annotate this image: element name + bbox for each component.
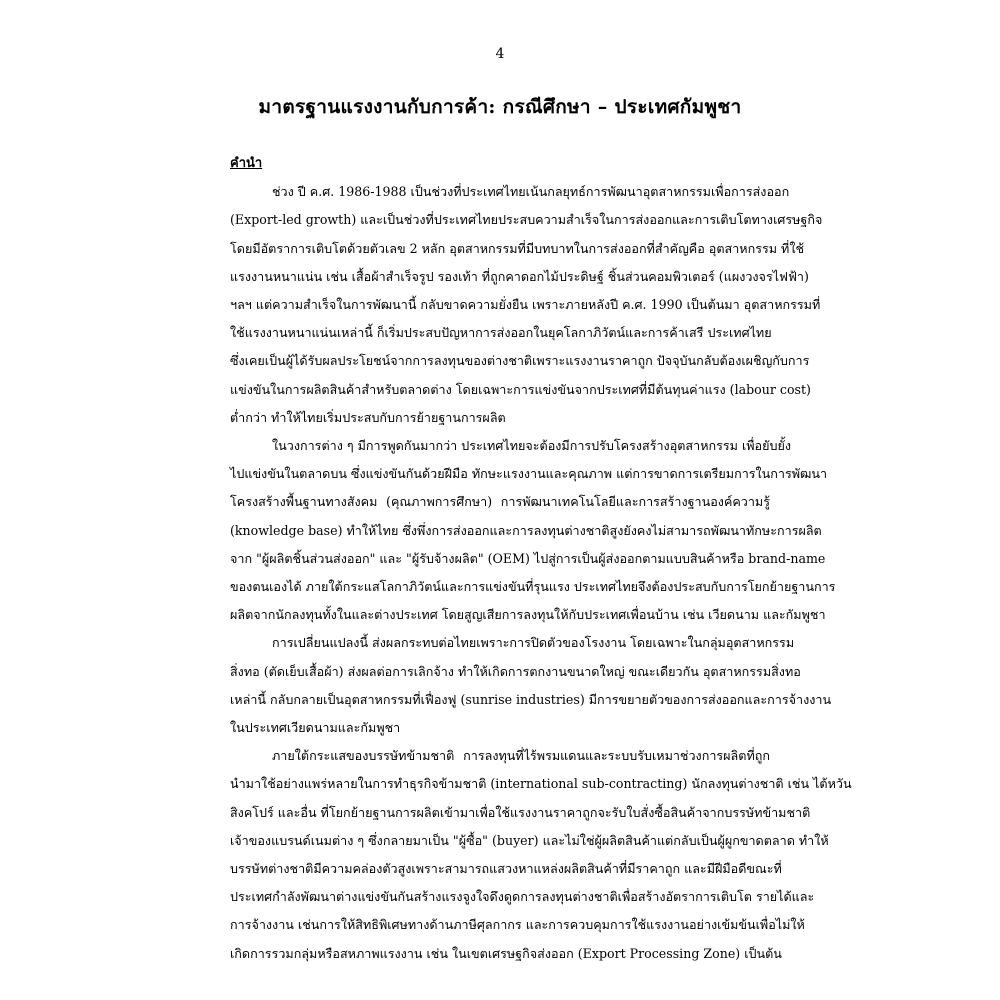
paragraph-line: ในประเทศเวียดนามและกัมพูชา: [230, 720, 401, 736]
paragraph-line: แรงงานหนาแน่น เช่น เสื้อผ้าสำเร็จรูป รองเท้า ที่ถูกคาดอกไม้ประดิษฐ์ ชิ้นส่วนคอมพิวเตอร์ (แผงวงจรไฟฟ้า): [230, 268, 809, 284]
paragraph-line: สิ่งทอ (ตัดเย็บเสื้อผ้า) ส่งผลต่อการเลิกจ้าง ทำให้เกิดการตกงานขนาดใหญ่ ขณะเดียวกัน อุตสาหกรรมสิ่งทอ: [230, 663, 801, 679]
paragraph-line: สิงคโปร์ และอื่น ที่โยกย้ายฐานการผลิตเข้ามาเพื่อใช้แรงงานราคาถูกจะรับใบสั่งซื้อสินค้าจากบรรษัทข้ามชาติ: [230, 804, 811, 820]
paragraph-line: ผลิตจากนักลงทุนทั้งในและต่างประเทศ โดยสูญเสียการลงทุนให้กับประเทศเพื่อนบ้าน เช่น เวียดนาม และกัมพูชา: [230, 607, 826, 623]
paragraph-line: การเปลี่ยนแปลงนี้ ส่งผลกระทบต่อไทยเพราะการปิดตัวของโรงงาน โดยเฉพาะในกลุ่มอุตสาหกรรม: [272, 635, 795, 651]
paragraph-line: ใช้แรงงานหนาแน่นเหล่านี้ ก็เริ่มประสบปัญหาการส่งออกในยุคโลกาภิวัตน์และการค้าเสรี ประเทศไทย: [230, 325, 772, 341]
paragraph-line: การจ้างงาน เช่นการให้สิทธิพิเศษทางด้านภาษีศุลกากร และการควบคุมการใช้แรงงานอย่างเข้มข้นเพื่อไม่ให้: [230, 917, 805, 933]
paragraph-line: โดยมีอัตราการเติบโตด้วยตัวเลข 2 หลัก อุตสาหกรรมที่มีบทบาทในการส่งออกที่สำคัญคือ อุตสาหกรรม ที่ใช้: [230, 240, 805, 256]
paragraph: [230, 432, 836, 629]
paragraph-line: จาก "ผู้ผลิตชิ้นส่วนส่งออก" และ "ผู้รับจ้างผลิต" (OEM) ไปสู่การเป็นผู้ส่งออกตามแบบสินค้าหรือ brand-name: [230, 550, 826, 566]
paragraph-line: ช่วง ปี ค.ศ. 1986-1988 เป็นช่วงที่ประเทศไทยเน้นกลยุทธ์การพัฒนาอุตสาหกรรมเพื่อการส่งออก: [272, 184, 790, 200]
paragraph: [230, 629, 832, 742]
paragraph: [230, 742, 852, 968]
paragraph: [230, 178, 823, 432]
paragraph-line: ต่ำกว่า ทำให้ไทยเริ่มประสบกับการย้ายฐานการผลิต: [230, 409, 506, 425]
paragraph-line: โครงสร้างพื้นฐานทางสังคม (คุณภาพการศึกษา) การพัฒนาเทคโนโลยีและการสร้างฐานองค์ความรู้: [230, 494, 770, 510]
section-heading: คำนำ: [230, 156, 263, 171]
paragraph-line: (Export-led growth) และเป็นช่วงที่ประเทศไทยประสบความสำเร็จในการส่งออกและการเติบโตทางเศรษฐกิจ: [230, 212, 823, 228]
paragraph-line: (knowledge base) ทำให้ไทย ซึ่งพึ่งการส่งออกและการลงทุนต่างชาติสูงยังคงไม่สามารถพัฒนาทักษะการผลิต: [230, 522, 822, 538]
paragraph-line: นำมาใช้อย่างแพร่หลายในการทำธุรกิจข้ามชาติ (international sub-contracting) นักลงทุนต่างชาติ เช่น ไต้หวัน: [230, 776, 852, 792]
paragraph-line: ภายใต้กระแสของบรรษัทข้ามชาติ การลงทุนที่ไร้พรมแดนและระบบรับเหมาช่วงการผลิตที่ถูก: [272, 748, 770, 764]
paragraph-line: ของตนเองได้ ภายใต้กระแสโลกาภิวัตน์และการแข่งขันที่รุนแรง ประเทศไทยจึงต้องประสบกับการโยกย้ายฐานการ: [230, 579, 836, 595]
paragraph-line: แข่งขันในการผลิตสินค้าสำหรับตลาดต่าง โดยเฉพาะการแข่งขันจากประเทศที่มีต้นทุนค่าแรง (labour cost): [230, 381, 811, 397]
paragraph-line: ในวงการต่าง ๆ มีการพูดกันมากว่า ประเทศไทยจะต้องมีการปรับโครงสร้างอุตสาหกรรม เพื่อยับยั้ง: [272, 438, 792, 454]
paragraph-line: ไปแข่งขันในตลาดบน ซึ่งแข่งขันกันด้วยฝีมือ ทักษะแรงงานและคุณภาพ แต่การขาดการเตรียมการในการพัฒนา: [230, 466, 828, 482]
paragraph-line: บรรษัทต่างชาติมีความคล่องตัวสูงเพราะสามารถแสวงหาแหล่งผลิตสินค้าที่มีราคาถูก และมีฝีมือดีขณะที่: [230, 861, 782, 877]
paragraph-line: เกิดการรวมกลุ่มหรือสหภาพแรงงาน เช่น ในเขตเศรษฐกิจส่งออก (Export Processing Zone) เป็นต้น: [230, 945, 782, 961]
paragraph-container: [230, 178, 852, 968]
paragraph-line: เหล่านี้ กลับกลายเป็นอุตสาหกรรมที่เฟื่องฟู (sunrise industries) มีการขยายตัวของการส่งออกและการจ้างงาน: [230, 691, 832, 707]
paragraph-line: ซึ่งเคยเป็นผู้ได้รับผลประโยชน์จากการลงทุนของต่างชาติเพราะแรงงานราคาถูก ปัจจุบันกลับต้องเผชิญกับการ: [230, 353, 810, 369]
paragraph-line: เจ้าของแบรนด์เนมต่าง ๆ ซึ่งกลายมาเป็น "ผู้ซื้อ" (buyer) และไม่ใช่ผู้ผลิตสินค้าแต่กลับเป็นผู้ผูกขาดตลาด ทำให้: [230, 832, 829, 848]
document-title: มาตรฐานแรงงานกับการค้า: กรณีศึกษา – ประเทศกัมพูชา: [258, 96, 742, 118]
document-body: [230, 150, 852, 968]
paragraph-line: ฯลฯ แต่ความสำเร็จในการพัฒนานี้ กลับขาดความยั่งยืน เพราะภายหลังปี ค.ศ. 1990 เป็นต้นมา อุตสาหกรรมที่: [230, 297, 821, 313]
paragraph-line: ประเทศกำลังพัฒนาต่างแข่งขันกันสร้างแรงจูงใจดึงดูดการลงทุนต่างชาติเพื่อสร้างอัตราการเติบโต รายได้และ: [230, 889, 815, 905]
page-number: 4: [495, 46, 505, 62]
